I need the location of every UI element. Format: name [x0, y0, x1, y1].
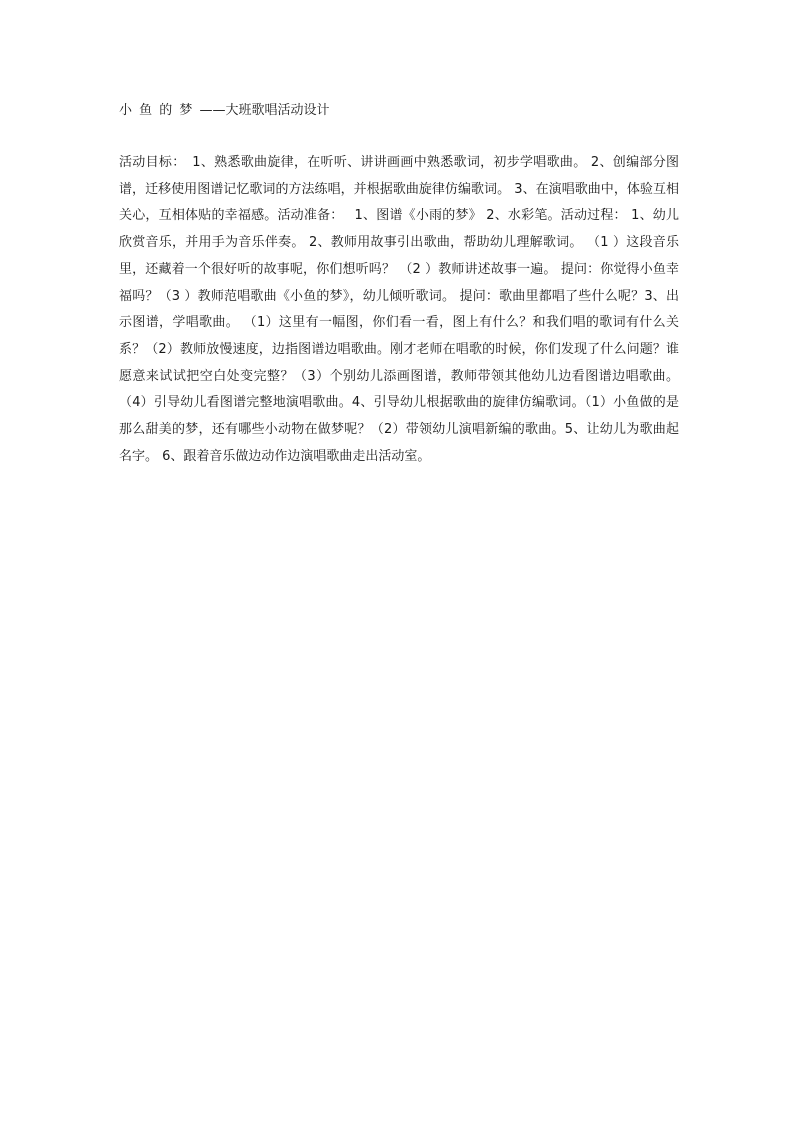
document-title: 小 鱼 的 梦 ——大班歌唱活动设计: [119, 103, 330, 118]
document-body: 活动目标： 1、熟悉歌曲旋律，在听听、讲讲画画中熟悉歌词，初步学唱歌曲。 2、创编部分图谱，迁移使用图谱记忆歌词的方法练唱，并根据歌曲旋律仿编歌词。 3、在演唱歌曲中，体验互相关心，互相体贴的幸福感。活动准备： 1、图谱《小雨的梦》 2、水彩笔。活动过程： 1、幼儿欣赏音乐，并用手为音乐伴奏。 2、教师用故事引出歌曲，帮助幼儿理解歌词。 （1 ）这段音乐里，还藏着一个很好听的故事呢，你们想听吗？ （2 ）教师讲述故事一遍。 提问：你觉得小鱼幸福吗？（3 ）教师范唱歌曲《小鱼的梦》，幼儿倾听歌词。 提问：歌曲里都唱了些什么呢？3、出示图谱，学唱歌曲。 （1）这里有一幅图，你们看一看，图上有什么？和我们唱的歌词有什么关系？（2）教师放慢速度，边指图谱边唱歌曲。刚才老师在唱歌的时候，你们发现了什么问题？谁愿意来试试把空白处变完整？（3）个别幼儿添画图谱，教师带领其他幼儿边看图谱边唱歌曲。（4）引导幼儿看图谱完整地演唱歌曲。4、引导幼儿根据歌曲的旋律仿编歌词。（1）小鱼做的是那么甜美的梦，还有哪些小动物在做梦呢？（2）带领幼儿演唱新编的歌曲。5、让幼儿为歌曲起名字。 6、跟着音乐做边动作边演唱歌曲走出活动室。: [119, 155, 679, 464]
document-content: [119, 98, 679, 470]
